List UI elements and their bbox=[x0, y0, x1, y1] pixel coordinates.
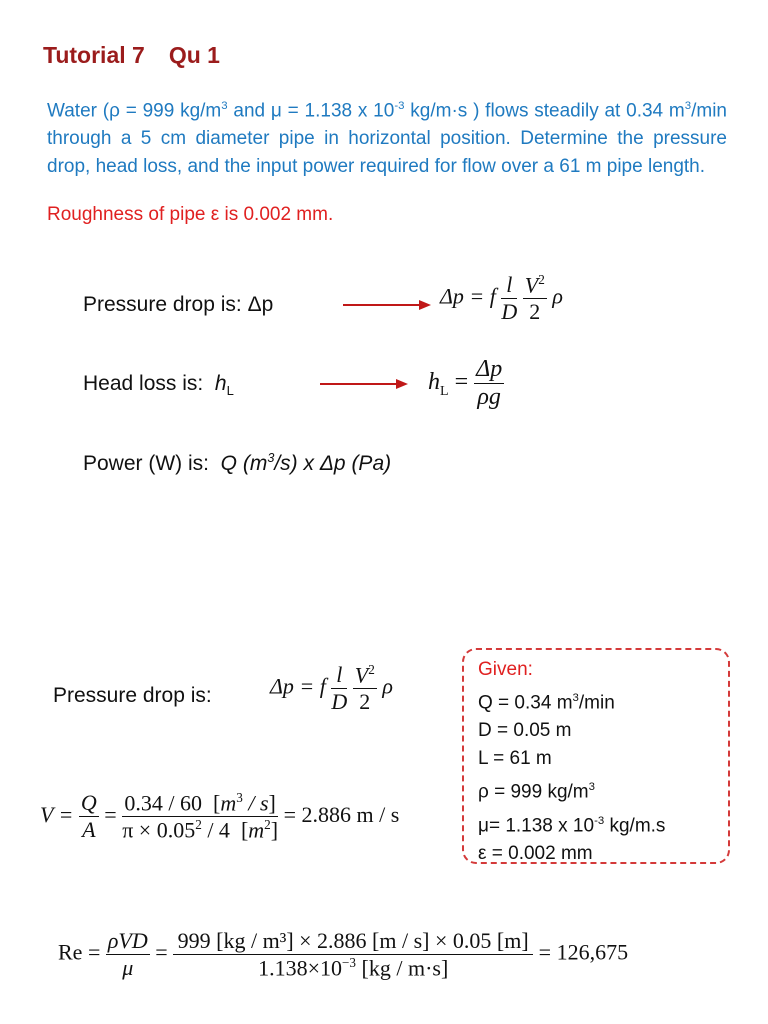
given-values bbox=[478, 656, 665, 868]
page-title bbox=[43, 42, 220, 69]
power-label: Power (W) is: Q $(m^3/s)$ x Δp (Pa) bbox=[83, 451, 392, 475]
question-label: Qu 1 bbox=[168, 42, 220, 68]
reynolds-calc: Re = $\frac{\text{ρVD}}{\mu}$ = $\frac{\text{999 [kg / m³] × 2.886 [m / s] × 0.05 [m]}}{1.138\times 10^{-3} [kg / m\cdot s]}$ = 126,675 bbox=[58, 928, 629, 981]
roughness-note: Roughness of pipe ε is 0.002 mm. bbox=[47, 204, 334, 225]
pressure-drop-formula: Δp = f $\frac{l}{D}$ $\frac{V^2}{2}$ ρ bbox=[440, 272, 563, 325]
head-loss-formula: $h_L$ = $\frac{\Delta p}{\rho g}$ bbox=[428, 356, 503, 410]
tutorial-label: Tutorial 7 bbox=[43, 42, 145, 68]
given-d: D = 0.05 m bbox=[478, 720, 572, 742]
given-l: L = 61 m bbox=[478, 748, 552, 770]
solution-pressure-label: Pressure drop is: bbox=[53, 684, 212, 707]
solution-pressure-formula: Δp = f $\frac{l}{D}$ $\frac{V^2}{2}$ ρ bbox=[270, 662, 393, 715]
pressure-drop-label: Pressure drop is: Δp bbox=[83, 293, 274, 316]
arrow-right-icon bbox=[320, 376, 408, 392]
arrow-right-icon bbox=[343, 297, 431, 313]
given-rho: ρ = 999 $kg/m^3$ bbox=[478, 781, 595, 803]
given-q: Q = 0.34 $m^3/\min$ bbox=[478, 692, 615, 714]
head-loss-label: Head loss is: $h_L$ bbox=[83, 372, 234, 399]
given-mu: μ= 1.138 x $10^{-3}$ kg/m.s bbox=[478, 814, 666, 836]
given-eps: ε = 0.002 mm bbox=[478, 842, 593, 864]
problem-statement: Water (ρ = 999 $kg/m^3$ and μ = 1.138 x $10^{-3}$ kg/m·s ) flows steadily at 0.34 $m^3/\min$ through a 5 cm diameter pipe in horizontal position. Determine the pressure drop, head loss, and the input power required for flow over a 61 m pipe length. bbox=[47, 100, 727, 178]
velocity-calc: V = $\frac{Q}{A}$ = $\frac{0.34 / 60 [m^3 / s]}{\pi \times 0.05^2 / 4 [m^2]}$ = 2.886 m / s bbox=[40, 790, 400, 843]
given-header: Given: bbox=[478, 659, 533, 680]
